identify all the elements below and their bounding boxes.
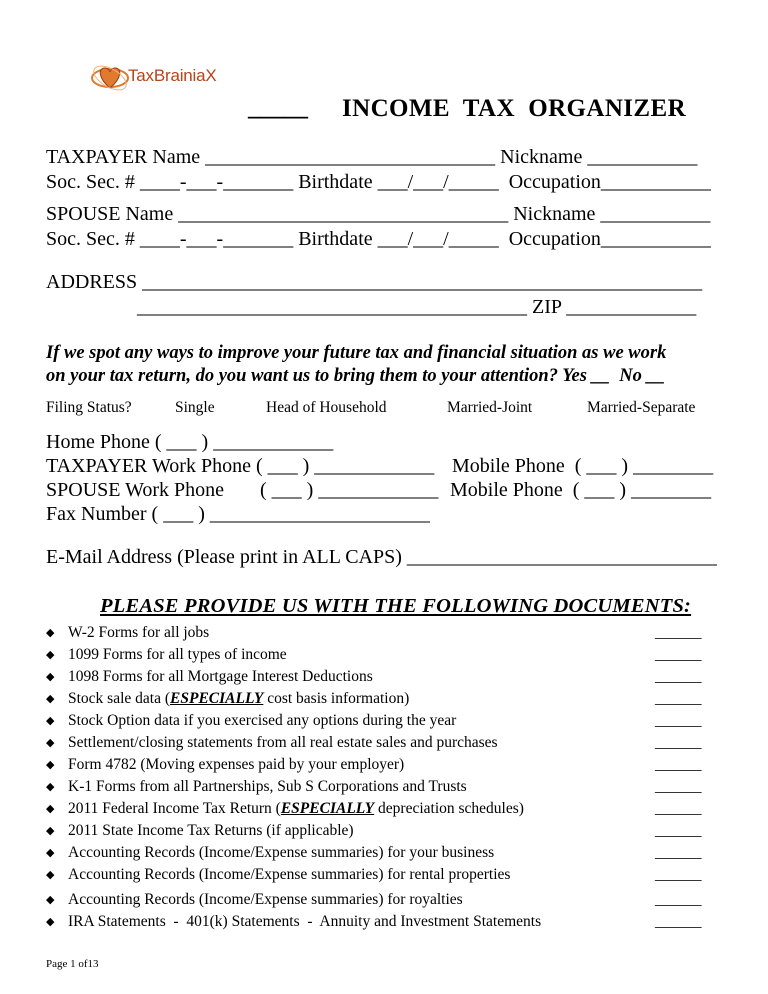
checklist-blank[interactable]: ______	[655, 913, 702, 930]
document-label	[68, 688, 409, 710]
document-label: K-1 Forms from all Partnerships, Sub S Corporations and Trusts	[68, 778, 467, 795]
label-suffix: cost basis information)	[263, 690, 410, 707]
checklist-blank[interactable]: ______	[655, 712, 702, 729]
checklist-blank[interactable]: ______	[655, 866, 702, 883]
page-number: Page 1 of13	[46, 958, 99, 970]
taxpayer-ssn-line[interactable]: Soc. Sec. # ____-___-_______ Birthdate ___/___/_____ Occupation___________	[46, 171, 711, 193]
list-item	[46, 666, 716, 688]
diamond-bullet-icon: ◆	[46, 671, 55, 683]
header-underline: _____	[248, 95, 308, 121]
advice-question-line2[interactable]: on your tax return, do you want us to bring them to your attention? Yes __ No __	[46, 366, 666, 386]
document-label	[68, 798, 524, 820]
spouse-work-phone-label: SPOUSE Work Phone	[46, 479, 225, 501]
taxpayer-work-phone-field[interactable]: TAXPAYER Work Phone ( ___ ) ____________	[46, 455, 435, 477]
spouse-name-line[interactable]: SPOUSE Name _________________________________ Nickname ___________	[46, 203, 711, 225]
page-title: INCOME TAX ORGANIZER	[342, 95, 687, 122]
diamond-bullet-icon: ◆	[46, 693, 55, 705]
list-item	[46, 622, 716, 644]
logo-text: TaxBrainiaX	[128, 66, 217, 85]
checklist-blank[interactable]: ______	[655, 891, 702, 908]
diamond-bullet-icon: ◆	[46, 649, 55, 661]
list-item	[46, 754, 716, 776]
checklist-blank[interactable]: ______	[655, 756, 702, 773]
home-phone-field[interactable]: Home Phone ( ___ ) ____________	[46, 431, 334, 453]
diamond-bullet-icon: ◆	[46, 715, 55, 727]
filing-status-married-joint[interactable]: Married-Joint	[447, 399, 533, 416]
document-label: 1098 Forms for all Mortgage Interest Deductions	[68, 668, 373, 685]
list-item	[46, 688, 716, 710]
checklist-blank[interactable]: ______	[655, 822, 702, 839]
diamond-bullet-icon: ◆	[46, 825, 55, 837]
list-item	[46, 911, 716, 933]
label-prefix: Stock sale data (	[68, 690, 171, 707]
list-item	[46, 732, 716, 754]
brain-heart-icon	[90, 58, 130, 98]
checklist-blank[interactable]: ______	[655, 778, 702, 795]
checklist-blank[interactable]: ______	[655, 646, 702, 663]
checklist-blank[interactable]: ______	[655, 690, 702, 707]
list-item	[46, 644, 716, 666]
diamond-bullet-icon: ◆	[46, 869, 55, 881]
filing-status-head-of-household[interactable]: Head of Household	[266, 399, 387, 416]
list-item	[46, 798, 716, 820]
document-label: Accounting Records (Income/Expense summaries) for rental properties	[68, 866, 511, 883]
document-label: Stock Option data if you exercised any options during the year	[68, 712, 457, 729]
list-item	[46, 820, 716, 842]
spouse-mobile-phone-field[interactable]: Mobile Phone ( ___ ) ________	[450, 479, 712, 501]
checklist-blank[interactable]: ______	[655, 844, 702, 861]
document-label: Settlement/closing statements from all real estate sales and purchases	[68, 734, 498, 751]
document-label: IRA Statements - 401(k) Statements - Annuity and Investment Statements	[68, 913, 542, 930]
checklist-blank[interactable]: ______	[655, 624, 702, 641]
document-label: W-2 Forms for all jobs	[68, 624, 210, 641]
address-line[interactable]: ADDRESS ________________________________________________________	[46, 271, 703, 293]
diamond-bullet-icon: ◆	[46, 916, 55, 928]
emphasis-text: ESPECIALLY	[170, 690, 264, 707]
address-zip-line[interactable]: _______________________________________ ZIP _____________	[137, 296, 697, 318]
filing-status-married-separate[interactable]: Married-Separate	[587, 399, 696, 416]
document-label: Accounting Records (Income/Expense summaries) for royalties	[68, 891, 463, 908]
company-logo	[88, 56, 248, 106]
taxpayer-name-line[interactable]: TAXPAYER Name _____________________________ Nickname ___________	[46, 146, 698, 168]
label-prefix: 2011 Federal Income Tax Return (	[68, 800, 281, 817]
checklist-blank[interactable]: ______	[655, 734, 702, 751]
document-label: Form 4782 (Moving expenses paid by your employer)	[68, 756, 405, 773]
diamond-bullet-icon: ◆	[46, 627, 55, 639]
advice-question-line1: If we spot any ways to improve your future tax and financial situation as we work	[46, 343, 667, 363]
documents-heading: PLEASE PROVIDE US WITH THE FOLLOWING DOCUMENTS:	[100, 595, 692, 617]
taxpayer-mobile-phone-field[interactable]: Mobile Phone ( ___ ) ________	[452, 455, 714, 477]
email-field[interactable]: E-Mail Address (Please print in ALL CAPS) _______________________________	[46, 546, 717, 568]
diamond-bullet-icon: ◆	[46, 803, 55, 815]
diamond-bullet-icon: ◆	[46, 894, 55, 906]
checklist-blank[interactable]: ______	[655, 800, 702, 817]
checklist-blank[interactable]: ______	[655, 668, 702, 685]
list-item	[46, 864, 716, 886]
diamond-bullet-icon: ◆	[46, 737, 55, 749]
diamond-bullet-icon: ◆	[46, 781, 55, 793]
documents-list	[46, 622, 716, 933]
fax-number-field[interactable]: Fax Number ( ___ ) ______________________	[46, 503, 430, 525]
label-suffix: depreciation schedules)	[374, 800, 524, 817]
list-item	[46, 776, 716, 798]
list-item	[46, 842, 716, 864]
diamond-bullet-icon: ◆	[46, 847, 55, 859]
list-item	[46, 889, 716, 911]
spouse-ssn-line[interactable]: Soc. Sec. # ____-___-_______ Birthdate ___/___/_____ Occupation___________	[46, 228, 711, 250]
filing-status-label: Filing Status?	[46, 399, 132, 416]
filing-status-single[interactable]: Single	[175, 399, 215, 416]
document-label: Accounting Records (Income/Expense summaries) for your business	[68, 844, 495, 861]
document-label: 2011 State Income Tax Returns (if applicable)	[68, 822, 354, 839]
diamond-bullet-icon: ◆	[46, 759, 55, 771]
spouse-work-phone-field[interactable]: ( ___ ) ____________	[260, 479, 439, 501]
emphasis-text: ESPECIALLY	[280, 800, 375, 817]
list-item	[46, 710, 716, 732]
document-label: 1099 Forms for all types of income	[68, 646, 287, 663]
